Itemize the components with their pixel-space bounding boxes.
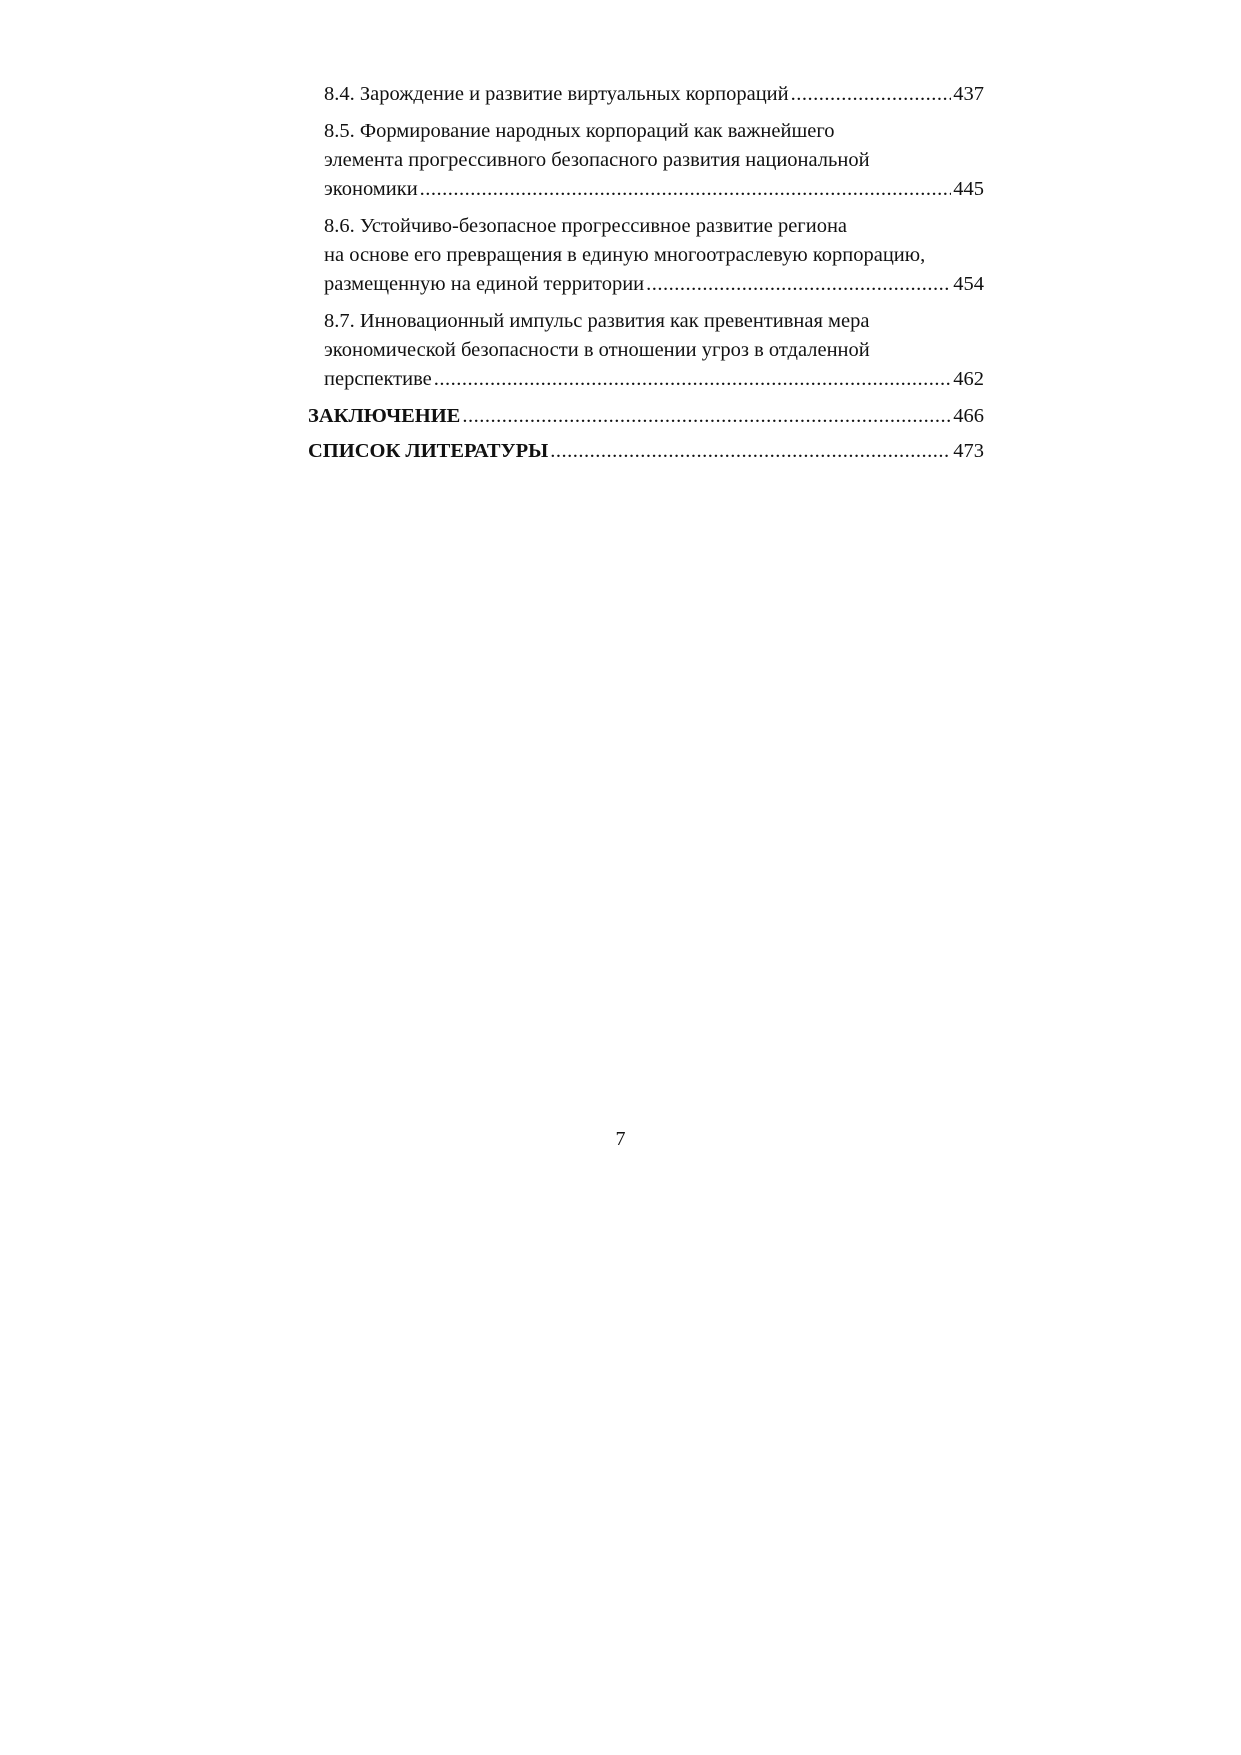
toc-entry-8-4[interactable]	[308, 80, 984, 109]
toc-entry-8-7[interactable]	[308, 307, 984, 394]
toc-page-ref: 462	[953, 368, 984, 390]
toc-entry-last-line	[308, 437, 984, 466]
table-of-contents	[308, 80, 984, 472]
toc-page-ref: 473	[953, 440, 984, 462]
dot-leader	[646, 270, 951, 299]
toc-entry-title: 8.4. Зарождение и развитие виртуальных корпораций	[324, 83, 789, 105]
toc-entry-last-line	[324, 365, 984, 394]
toc-entry-line: 8.7. Инновационный импульс развития как превентивная мера	[324, 310, 870, 332]
toc-entry-title: экономики	[324, 178, 418, 200]
toc-page-ref: 445	[953, 178, 984, 200]
dot-leader	[550, 437, 951, 466]
toc-entry-line: элемента прогрессивного безопасного развития национальной	[324, 149, 870, 171]
toc-entry-title: перспективе	[324, 368, 432, 390]
toc-page-ref: 466	[953, 405, 984, 427]
toc-entry-line: экономической безопасности в отношении угроз в отдаленной	[324, 339, 870, 361]
toc-page-ref: 454	[953, 273, 984, 295]
toc-entry-8-5[interactable]	[308, 117, 984, 204]
toc-entry-title: СПИСОК ЛИТЕРАТУРЫ	[308, 440, 549, 462]
toc-entry-line: на основе его превращения в единую многоотраслевую корпорацию,	[324, 244, 926, 266]
toc-entry-title: размещенную на единой территории	[324, 273, 645, 295]
toc-entry-last-line	[308, 402, 984, 431]
page-number: 7	[615, 1128, 626, 1150]
dot-leader	[420, 175, 952, 204]
toc-entry-bibliography[interactable]	[308, 437, 984, 466]
dot-leader	[434, 365, 951, 394]
toc-entry-last-line	[324, 175, 984, 204]
toc-entry-title: ЗАКЛЮЧЕНИЕ	[308, 405, 461, 427]
dot-leader	[462, 402, 951, 431]
toc-entry-line: 8.5. Формирование народных корпораций как важнейшего	[324, 120, 835, 142]
toc-entry-line: 8.6. Устойчиво-безопасное прогрессивное развитие региона	[324, 215, 848, 237]
toc-entry-last-line	[324, 80, 984, 109]
toc-page-ref: 437	[953, 83, 984, 105]
dot-leader	[791, 80, 952, 109]
toc-entry-8-6[interactable]	[308, 212, 984, 299]
toc-entry-last-line	[324, 270, 984, 299]
toc-entry-conclusion[interactable]	[308, 402, 984, 431]
